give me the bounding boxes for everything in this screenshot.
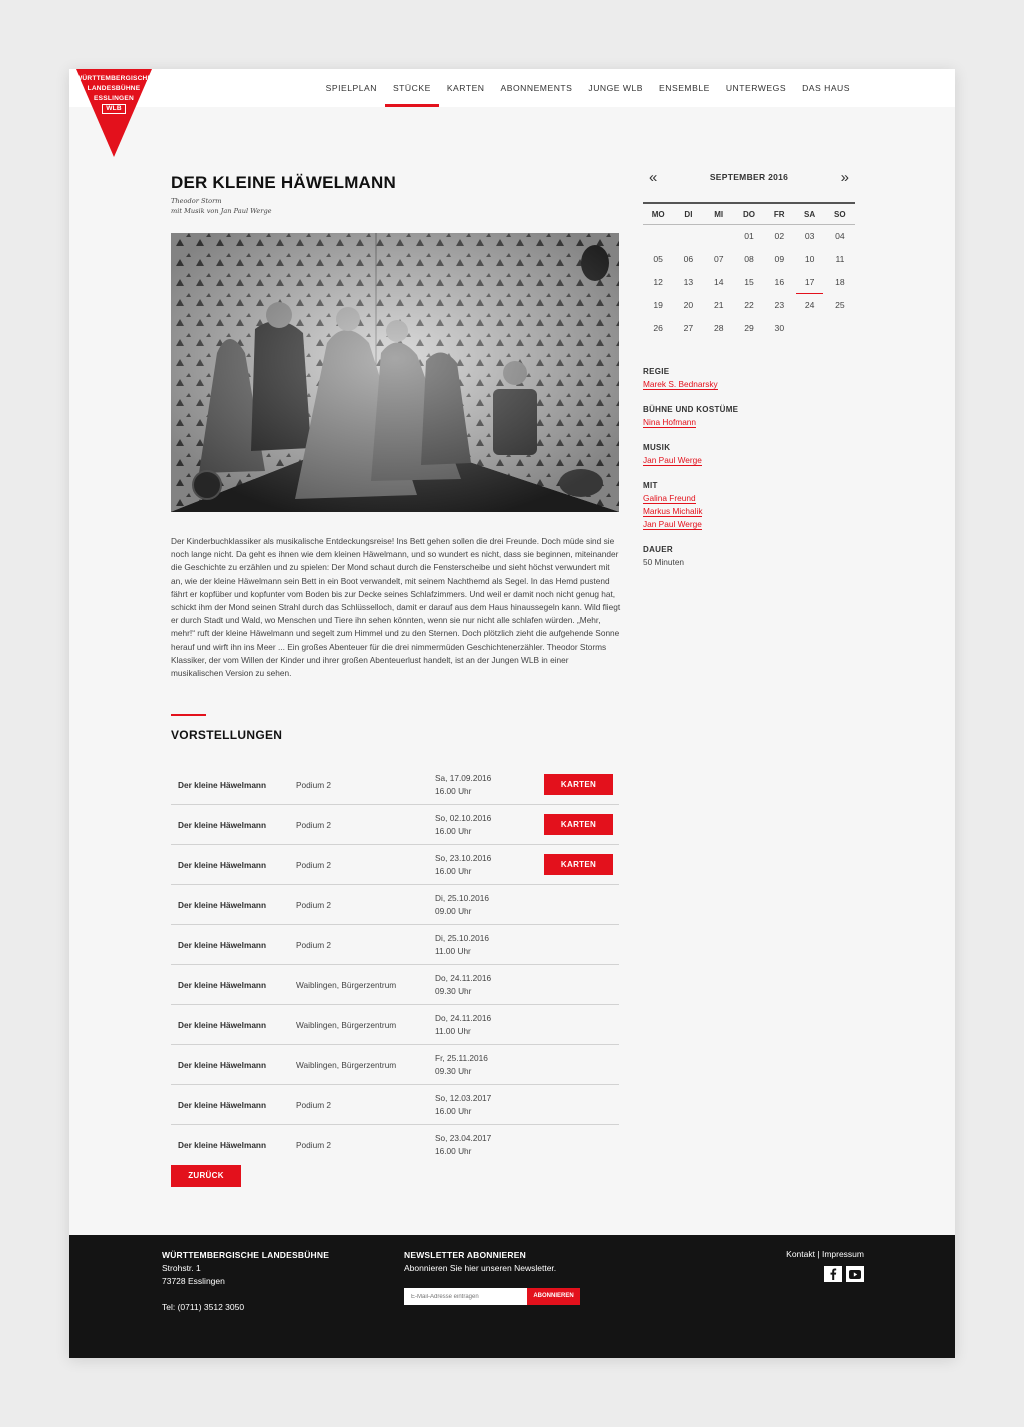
credit-label: BÜHNE UND KOSTÜME xyxy=(643,405,739,414)
play-subtitle xyxy=(171,196,272,216)
duration-value: 50 Minuten xyxy=(643,557,685,567)
nav-item-ensemble[interactable]: ENSEMBLE xyxy=(659,83,710,93)
performance-title[interactable]: Der kleine Häwelmann xyxy=(178,1060,267,1070)
performance-datetime: So, 23.10.2016 16.00 Uhr xyxy=(435,853,492,876)
performance-row xyxy=(171,805,619,845)
logo-text: WÜRTTEMBERGISCHE LANDESBÜHNE ESSLINGEN WLB xyxy=(76,75,153,113)
credit-musik xyxy=(643,442,855,467)
facebook-icon[interactable] xyxy=(824,1266,842,1282)
performance-title[interactable]: Der kleine Häwelmann xyxy=(178,1020,267,1030)
credits xyxy=(643,366,855,582)
calendar-day[interactable]: 12 xyxy=(653,277,663,287)
nav-item-unterwegs[interactable]: UNTERWEGS xyxy=(725,83,787,93)
nav-item-karten[interactable]: KARTEN xyxy=(446,83,485,93)
footer-link-separator: | xyxy=(817,1249,820,1259)
weekday-label: MI xyxy=(714,210,724,219)
calendar-day[interactable]: 29 xyxy=(744,323,754,333)
nav-item-junge-wlb[interactable]: JUNGE WLB xyxy=(588,83,644,93)
performances-title: VORSTELLUNGEN xyxy=(171,728,283,742)
credit-person-link[interactable]: Galina Freund xyxy=(643,493,696,503)
wlb-logo[interactable] xyxy=(76,69,152,157)
credit-label: MUSIK xyxy=(643,443,671,452)
performance-venue: Waiblingen, Bürgerzentrum xyxy=(296,1060,397,1070)
performance-venue: Podium 2 xyxy=(296,780,332,790)
footer-phone: Tel: (0711) 3512 3050 xyxy=(162,1302,245,1312)
calendar-days xyxy=(643,225,855,340)
performance-venue: Podium 2 xyxy=(296,860,332,870)
newsletter-form xyxy=(404,1288,580,1305)
footer xyxy=(69,1235,955,1358)
weekday-label: SA xyxy=(803,210,816,219)
calendar-day[interactable]: 01 xyxy=(744,231,754,241)
calendar-day[interactable]: 14 xyxy=(713,277,724,287)
performance-venue: Podium 2 xyxy=(296,1140,332,1150)
performance-datetime: Do, 24.11.2016 09.30 Uhr xyxy=(435,973,492,996)
performance-datetime: So, 02.10.2016 16.00 Uhr xyxy=(435,813,492,836)
youtube-icon[interactable] xyxy=(846,1266,864,1282)
section-accent-line xyxy=(171,714,206,716)
performance-row xyxy=(171,885,619,925)
footer-city: 73728 Esslingen xyxy=(162,1276,225,1286)
performance-datetime: So, 23.04.2017 16.00 Uhr xyxy=(435,1133,492,1156)
calendar-day[interactable]: 11 xyxy=(835,254,845,264)
performance-datetime: Fr, 25.11.2016 09.30 Uhr xyxy=(435,1053,488,1076)
performance-title[interactable]: Der kleine Häwelmann xyxy=(178,1140,267,1150)
calendar-day[interactable]: 15 xyxy=(744,277,754,287)
performance-row xyxy=(171,1125,619,1165)
calendar-day[interactable]: 27 xyxy=(683,323,694,333)
newsletter-title: NEWSLETTER ABONNIEREN xyxy=(404,1250,526,1260)
calendar-day[interactable]: 19 xyxy=(653,300,663,310)
calendar-day[interactable]: 04 xyxy=(835,231,845,241)
performance-row xyxy=(171,965,619,1005)
credit-label: REGIE xyxy=(643,367,670,376)
performances-list xyxy=(171,765,619,1165)
calendar-day[interactable]: 02 xyxy=(774,231,785,241)
performance-venue: Podium 2 xyxy=(296,900,332,910)
footer-address xyxy=(162,1249,329,1314)
calendar-day[interactable]: 16 xyxy=(774,277,785,287)
calendar-day[interactable]: 20 xyxy=(683,300,694,310)
calendar-day[interactable]: 26 xyxy=(653,323,663,333)
calendar-day[interactable]: 30 xyxy=(774,323,785,333)
play-author: Theodor Storm xyxy=(171,197,222,205)
performance-title[interactable]: Der kleine Häwelmann xyxy=(178,940,267,950)
calendar-day[interactable]: 28 xyxy=(713,323,724,333)
calendar-day[interactable]: 10 xyxy=(804,254,815,264)
credit-person-link[interactable]: Jan Paul Werge xyxy=(643,455,702,465)
calendar-day[interactable]: 24 xyxy=(804,300,815,310)
performance-title[interactable]: Der kleine Häwelmann xyxy=(178,980,267,990)
calendar-next-icon[interactable]: » xyxy=(840,169,849,186)
calendar-day[interactable]: 18 xyxy=(835,277,845,287)
calendar-day[interactable]: 17 xyxy=(794,271,824,294)
page xyxy=(69,69,955,1358)
back-button[interactable]: ZURÜCK xyxy=(171,1165,241,1187)
performance-venue: Podium 2 xyxy=(296,820,332,830)
page-title: DER KLEINE HÄWELMANN xyxy=(171,173,396,192)
performance-title[interactable]: Der kleine Häwelmann xyxy=(178,860,267,870)
performance-datetime: Di, 25.10.2016 09.00 Uhr xyxy=(435,893,489,916)
calendar-day[interactable]: 06 xyxy=(683,254,694,264)
weekday-label: DI xyxy=(684,210,693,219)
calendar-month: SEPTEMBER 2016 xyxy=(709,172,789,182)
calendar-day[interactable]: 08 xyxy=(744,254,754,264)
calendar-day-empty xyxy=(673,225,703,248)
credit-buehne-kostueme xyxy=(643,404,855,429)
nav-item-das-haus[interactable]: DAS HAUS xyxy=(802,83,850,93)
performance-datetime: Do, 24.11.2016 11.00 Uhr xyxy=(435,1013,492,1036)
performance-title[interactable]: Der kleine Häwelmann xyxy=(178,900,267,910)
calendar-day[interactable]: 13 xyxy=(683,277,694,287)
calendar-day-empty xyxy=(704,225,734,248)
performance-row xyxy=(171,765,619,805)
footer-kontakt-link[interactable]: Kontakt xyxy=(786,1249,815,1259)
calendar-day[interactable]: 22 xyxy=(744,300,754,310)
nav-item-stuecke[interactable]: STÜCKE xyxy=(385,69,439,107)
footer-street: Strohstr. 1 xyxy=(162,1263,201,1273)
calendar-day[interactable]: 03 xyxy=(804,231,815,241)
performance-row xyxy=(171,845,619,885)
calendar-day[interactable]: 09 xyxy=(774,254,785,264)
calendar-day[interactable]: 07 xyxy=(713,254,724,264)
karten-button[interactable]: KARTEN xyxy=(544,774,613,795)
weekday-label: DO xyxy=(742,210,755,219)
calendar xyxy=(643,165,855,340)
weekday-label: SO xyxy=(834,210,846,219)
calendar-day[interactable]: 21 xyxy=(713,300,724,310)
performance-venue: Waiblingen, Bürgerzentrum xyxy=(296,980,397,990)
credit-label: DAUER xyxy=(643,545,673,554)
credit-person-link[interactable]: Nina Hofmann xyxy=(643,417,697,427)
performance-venue: Podium 2 xyxy=(296,940,332,950)
credit-regie xyxy=(643,366,855,391)
weekday-label: MO xyxy=(651,210,665,219)
credit-person-link[interactable]: Marek S. Bednarsky xyxy=(643,379,718,389)
newsletter-email-input[interactable] xyxy=(404,1288,527,1305)
credit-mit xyxy=(643,480,855,531)
performance-title[interactable]: Der kleine Häwelmann xyxy=(178,780,267,790)
nav-item-abonnements[interactable]: ABONNEMENTS xyxy=(500,83,573,93)
header-bar xyxy=(69,69,955,107)
production-photo xyxy=(171,233,619,512)
performance-row xyxy=(171,1085,619,1125)
calendar-weekdays xyxy=(643,204,855,225)
calendar-day[interactable]: 25 xyxy=(835,300,845,310)
karten-button[interactable]: KARTEN xyxy=(544,814,613,835)
credit-person-link[interactable]: Jan Paul Werge xyxy=(643,519,702,529)
calendar-day-empty xyxy=(643,225,673,248)
credit-person-link[interactable]: Markus Michalik xyxy=(643,506,703,516)
credit-dauer xyxy=(643,544,855,569)
newsletter-subscribe-button[interactable]: ABONNIEREN xyxy=(527,1288,580,1305)
weekday-label: FR xyxy=(773,210,785,219)
karten-button[interactable]: KARTEN xyxy=(544,854,613,875)
performance-datetime: So, 12.03.2017 16.00 Uhr xyxy=(435,1093,492,1116)
credit-label: MIT xyxy=(643,481,658,490)
performance-row xyxy=(171,925,619,965)
social-links xyxy=(824,1266,864,1282)
footer-newsletter xyxy=(404,1249,556,1275)
calendar-day[interactable]: 05 xyxy=(653,254,663,264)
performance-venue: Waiblingen, Bürgerzentrum xyxy=(296,1020,397,1030)
newsletter-text: Abonnieren Sie hier unseren Newsletter. xyxy=(404,1263,557,1273)
performance-title[interactable]: Der kleine Häwelmann xyxy=(178,1100,267,1110)
calendar-prev-icon[interactable]: « xyxy=(649,169,658,186)
performance-datetime: Sa, 17.09.2016 16.00 Uhr xyxy=(435,773,492,796)
performance-row xyxy=(171,1005,619,1045)
performance-venue: Podium 2 xyxy=(296,1100,332,1110)
main-nav xyxy=(318,69,858,107)
performance-row xyxy=(171,1045,619,1085)
nav-item-spielplan[interactable]: SPIELPLAN xyxy=(325,83,377,93)
play-description: Der Kinderbuchklassiker als musikalische Entdeckungsreise! Ins Bett gehen sollen die drei Freunde. Doch müde sind sie noch lange nicht. Da geht es ihnen wie dem kleinen Häwelmann, und so wundert es nicht, dass sie beginnen, miteinander die Geschichte zu erzählen und zu spielen: Der Mond schaut durch die Fensterscheibe und sieht höchst verwundert mit an, wie der kleine Häwelmann sein Bett in ein Boot verwandelt, mit seinem Nachthemd als Segel. In das Hemd pustend fährt er kopfüber und kopfunter vom Boden bis zur Decke seines Schlafzimmers. Und weil er damit noch nicht genug hat, schickt ihm der Mond seinen Strahl durch das Schlüsselloch, damit er darauf aus dem Haus hinaussegeln kann. Wild fliegt er durch Stadt und Wald, wo Menschen und Tiere ihn sehen könnten, wenn sie nur nicht alle schlafen würden. „Mehr, mehr!“ ruft der kleine Häwelmann und segelt zum Himmel und zu den Sternen. Doch plötzlich zieht die aufgehende Sonne herauf und wirft ihn ins Meer ... Ein großes Abenteuer für die drei nimmermüden Geschichtenerzähler. Theodor Storms Klassiker, der vom Willen der Kinder und ihrer großen Abenteuerlust handelt, ist an der Jungen WLB in einer musikalischen Version zu sehen. xyxy=(171,536,621,679)
footer-impressum-link[interactable]: Impressum xyxy=(821,1249,864,1259)
performance-title[interactable]: Der kleine Häwelmann xyxy=(178,820,267,830)
calendar-day[interactable]: 23 xyxy=(774,300,785,310)
calendar-header xyxy=(643,165,855,195)
play-music: mit Musik von Jan Paul Werge xyxy=(171,207,272,215)
performance-datetime: Di, 25.10.2016 11.00 Uhr xyxy=(435,933,489,956)
footer-org: WÜRTTEMBERGISCHE LANDESBÜHNE xyxy=(162,1250,330,1260)
footer-links xyxy=(786,1249,864,1259)
